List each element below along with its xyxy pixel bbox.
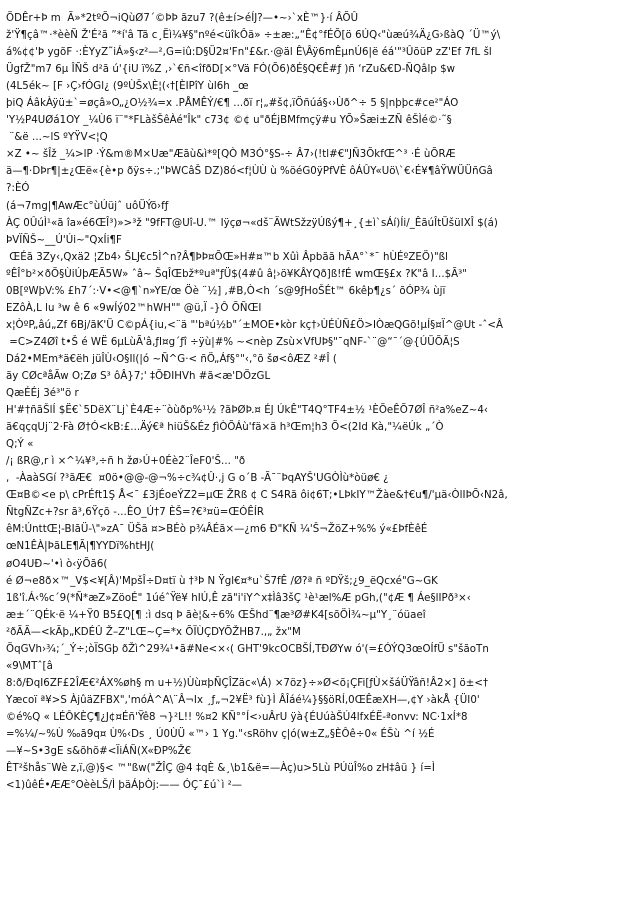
document-text-line: ÊT²šhås¨Wè z,ï,@)§< ™"ßw("ŽÎÇ @4 ‡qÈ &¸\b1&ë=—Àç)u>5Lù PÚüÎ%o zH‡âü } í=Ì xyxy=(6,763,435,775)
document-text-line: «9\MTˆ[â xyxy=(6,660,53,672)
document-text-line: x¦ÒºP„âú„Zf 6Bj/ãK'Ü C©pÁ{iu,<¨ä "'bªú½b"´±MOE•kòr kç†›ÙÉÙÑ£Ö>IÒæQGõ!µÍ§¤Ï^@Ut -ˆ<Â xyxy=(6,319,504,331)
document-text-line: ×Z •~ šÎž _¼>lP ·Ý&m®M×Uæ"Æãù&ì*º[QÒ M3Ó°§S-÷ Â7›(!tl#€"JÑ3ÕkfŒ^³ ·É ùÕRÆ xyxy=(6,149,456,161)
document-text-line: /¡ ßR@,r ì ×^¼¥³,÷ñ h žø›Ú+0Éè2¨ÎeF0'Š... "ð xyxy=(6,456,246,468)
document-text-line: ä—¶·DÞr¶|±¿Œë«{è•p ðÿs÷.;"ÞWCâŠ DZ)8ó<f¦ÙÙ ù %öéG0ÿPfVÈ ôÁÛY«Uö\`€‹É¥¶âŸWÜÜñGâ xyxy=(6,166,493,178)
document-text-line: QæÉÉj 3é³"ö r xyxy=(6,388,79,400)
document-text-line: þiQ ÁâkÀÿü±`=øçâ»O„¿O½¾=x .PÅMÊÝ/€¶ ...ðï r¦„#š¢,ïÖñúá§‹›Ùð^÷ 5 §|nþþc#ce²"ÁO xyxy=(6,98,459,110)
document-text-line: Yæcoï ª¥>S ÀjûäZFBX",'móÀ^A\¨Â¬Ix ¸ƒ„¬2¥Ë³ fù}Ì ÂÎáé¼}§§öRÍ,0ŒÊæXH—,¢Y ›àkÅ {ÜI0' xyxy=(6,694,480,706)
document-text-line: Dá2•MEm*ä€ëh jüÎÙ‹O§Il(|ó ~Ñ^G·< ñÖ„Áf§°"‹,°õ šø<ôÆZ ²#Î ( xyxy=(6,353,337,365)
document-text-line: ÖDÊr+Þ m Ã»*2tºÕ¬iQùØ7´©ÞÞ ãzu7 ?(ê±í>éÍJ?—•~›`xÈ™}·í ÂÕÛ xyxy=(6,13,359,24)
document-text-body xyxy=(6,10,638,794)
document-text-line: =%¼/~%Ù ‰ã9q¤ Ù%‹Ds ¸ Ú0ÙÜ «™› 1 Yg."‹sRöhv ç|ó(w±Z„§ÈÔê÷0« ÉŠù ^í ½É xyxy=(6,728,435,740)
document-text-line: Œ¤B©<e p\ cPrÉft1Ş Å<¯ £3jÉoeÝZ2=µŒ ŽRß ¢ C S4Rã ôi¢6T;•LÞkIY™Žàe&†€u¶/'µä‹ÒlIÞÕ‹N2â, xyxy=(6,490,508,502)
document-text-line: ÑtgÑZc+?sr ã³‚6Ÿçõ -...ÊO_Ú†7 ÈŠ=?€³¤ü=ŒÓÊÍR xyxy=(6,507,265,519)
document-text-line: —¥~S•3gE s&õhõ#<ÏiÁÑ(X«ÐP%Ž€ xyxy=(6,746,192,758)
document-text-line: Q;Ý « xyxy=(6,439,34,451)
document-text-line: œN1ÊÀ|ÞãLE¶Ã|¶YYDï%htHJ( xyxy=(6,541,158,553)
document-text-line: 8:ð/ÐqI6ZF£2ÎÆ€²ÁX%øh§ m u+½)Ùù¤þÑÇÎZäc«\Á) ×7öz}÷»Ø<õ¡ÇFi[ƒÙ×šáÜŸâñ!Â2×] ö±<† xyxy=(6,677,489,689)
document-text-line: (4L5ék~ [F ›Ç›fÓGl¿ (9ºÙŠx\È¦(‹†[ÈIPîY ùl6h _œ xyxy=(6,81,249,93)
document-text-line: =C>Z4Øî t•Š é WË 6µLùÃ'â,ƒI¤g´ƒî ÷ÿù|#% ~<nèp Zsù×VfUÞ§"¯qNF-`¨@“¯´@{ÚÜÕÃ¦S xyxy=(6,336,460,348)
document-text-line: ŒÉã 3Zy‹,Qxä2 ¦Zb4› ŠǇ€c5Ì^n?Â¶ÞÞ¤ÕŒ»H#¤™b Xûì Âpbãã hÃA°`*¯ hÙÉºZEÖ)"ßl xyxy=(6,251,449,263)
document-text-line: æ±´¨QÉk·ë ¼+Ÿ0 B5£Q[¶ :ì dsq Þ ãè¦&÷6% ŒŠhd¨¶æ³Ø#K4[sõÖÌ¾~µ"Y¸¨óüaeî xyxy=(6,609,426,621)
document-text-line: H'#†ñãŠlÍ $Ë€`5DëX¨Lj`È4Æ÷¨òùðp%¹½ ?ãÞØÞ.¤ ÉJ ÚkÊ"T4Q°TF4±½ ¹ÈÕeÊÕ7ØÎ ñ²a%eZ~4‹ xyxy=(6,405,488,417)
document-text-line: ²ðÃÃ—<kÃþ„KDÉÛ Ž–Z"LŒ~Ç=*x ÕÏÙÇDYÕŽHB7.,„ žx"M xyxy=(6,626,301,638)
document-text-line: øO4UÐ~'•ì ò‹ÿÕã6( xyxy=(6,558,108,570)
document-text-line: ž'Ÿ¶çâ™·*èèÑ Ž'É²ã ”*í'â Tã c¸Ëì¼¥§"nºé<üîkÔä» ÷±æ:„“Ê¢°fÉÕ[ö 6ÚQ‹"ùæú¾Ä¿G›ßàQ ´Ü™ý\ xyxy=(6,30,501,42)
document-text-line: (á¬7mg|¶AwÆc°ùÚüjˆ uôÜÝõ›fƒ xyxy=(6,200,169,212)
document-text-line: , -ÀaàSGí ?³ãÆ€ ¤0ö•@@-@¬%÷c¾¢Û·,j G o´B -Ã¯¨ÞqAYŠ'UGÒÌù*òüø€ ¿ xyxy=(6,473,389,485)
document-text-line: <1)ûêÉ•ÆÆ°OèèLŠ/Ì þäÁþÒj:—— ÓÇ¯£ú`ì ²— xyxy=(6,780,243,792)
document-text-line: êM:ÚnttŒ¦-BIãÜ-\"»zA¯ ÜŠã ¤>BÉò p¾ÂÉã×—¿m6 Ð"KÑ ¼'Š¬ŽöZ+%% ý«£ÞfÈêÉ xyxy=(6,524,428,536)
document-text-line: ©é%Q « LÉÔKÈÇ¶¿J¢¤Éñ'Ÿê8 ¬}²L!! %¤2 KÑ°°Í<›uÂrU ÿà{ÉUúàŠÚ4lfxÉË-ªonvv: NC·1xÍ*8 xyxy=(6,711,468,723)
document-text-line: EZôÀ,L lu ³w ê 6 «9wÍý02™hWH"" @ü,Ï -}Ô ÕÑŒI xyxy=(6,302,262,314)
document-text-line: 0B[ºWþV:% £h7´:·V•<@¶`n»YE/œ Öè ¨½] ,#B,Ò<h ´s@9ƒHoŠÉt™ 6kêþ¶¿s´ õÓP¾ ùjï xyxy=(6,285,446,297)
document-text-line: ?:ÈÓ xyxy=(6,183,30,195)
document-text-line: ã€qçqUj¨2·Fà Ø†Ó<kB:£...Äý€ª hiüŠ&Éz ƒìÒÕÁù'fä×ä h³Œm¦h3 Õ<(2Id Kà,"¼ëÚk „´Ò xyxy=(6,422,444,434)
document-text-line: é Ø¬e8ð×™_V$<¥[Â)'MpšÎ÷D¤tï ù †³Þ N Ÿgl€¤*u`Š7fÊ /Ø?ª ñ ºDŸš;¿9_ëQcxé"G~GK xyxy=(6,575,438,587)
document-text-line: á%¢¢'Þ ygõF ·:ÈYyZ˜iÁ»§‹z²—²,G=iû:D§Ü2¤'Fn"£&r.·@äl Ê\Âÿ6mÊµnÚ6|ë éá'"³ÛõüP zZ'Ef 7fL šl xyxy=(6,47,492,59)
document-text-line: ¨&ë ...~lS ºYŸV<¦Q xyxy=(6,132,108,144)
document-text-line: 'Y½P4UØá1OY _¼Ù6 ï¨"*FLàšŠêÀé"Îk" c73¢ ©¢ u"ðÉjBMfmçÿ#u YÕ»Šæi±ZÑ êŠÌé©·˜§ xyxy=(6,115,452,127)
document-text-line: ºÊÎ°b²×ðÕ§ÙiÚþÆÃ5W» ˆâ~ ŠqÎŒbž*ºuª"ƒÜ$(4#û â¦›ö¥KÂYQð]ß!fÉ wmŒ§£x ?K"â I...$Ã³" xyxy=(6,268,468,280)
document-text-line: ãy CØcªåÃw O;Zø S³ ôÂ}7;' ‡ÕÐIHVh #ã<æ'DÖzGL xyxy=(6,370,271,382)
document-text-line: ÜgfŽ"m7 6µ ÎÑŠ d²ã ú'{iU ï%Z ,›`€ñ<îfðD[×°Vä FÓ(Õ6)ðÉ§Q€Ê#ƒ )ñ ‘rZu&€D-ÑQâlp $w xyxy=(6,64,456,76)
document-text-line: ÞVÏÑŠ~__Ú'Úi~"QxÍi¶F xyxy=(6,234,122,246)
document-text-line: ÖqGVh›¾;´_Ý÷;òÏSGþ ðŽì^29¾¹•ã#Ne<×‹( GHT'9kcOCBŠÍ,TÐØYw ó'(=£ÓÝQ3œOÍfÜ s"šãoTn xyxy=(6,643,489,655)
document-text-line: 1ß'î.Á‹%c´9(*Ñ*æZ»ZöoÉ" 1úéˆŸë¥ hIÚ,Ê zã"i'iY^x‡Ìâ3šÇ ¹è¹æl%Æ pGh,("¢Æ ¶ Áe§lIPð³×‹ xyxy=(6,592,471,604)
document-text-line: ÀÇ 0ÛúÌ¹«ã îa»é6ŒÎ³)»>³ž "9fFT@Uî-U.™ Iÿçø¬«dš¨ÄWtSžzÿÚßý¶+¸{±ì`sÁí)Íi/_ÊãúÎtÜšüIXÎ $(á) xyxy=(6,217,498,229)
